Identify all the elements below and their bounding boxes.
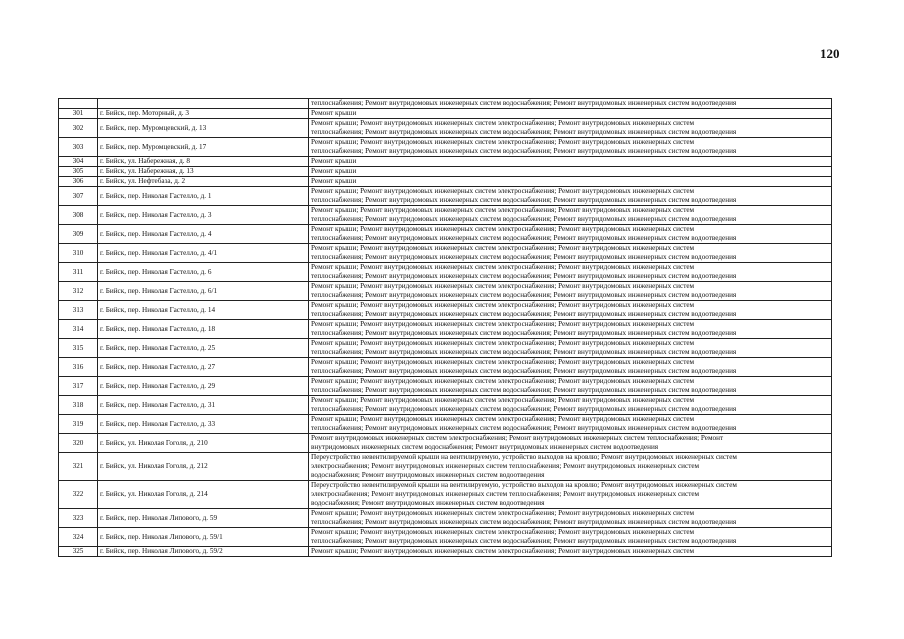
table-row	[59, 138, 832, 157]
row-work	[309, 225, 832, 244]
row-work	[309, 434, 832, 453]
table-row	[59, 377, 832, 396]
work-line: Ремонт крыши; Ремонт внутридомовых инженерных систем электроснабжения; Ремонт внутридомовых инженерных систем	[311, 187, 695, 195]
work-line: теплоснабжения; Ремонт внутридомовых инженерных систем водоснабжения; Ремонт внутридомовых инженерных систем водоотведения	[311, 291, 737, 299]
table-row	[59, 157, 832, 167]
row-address: г. Бийск, пер. Николая Гастелло, д. 25	[98, 339, 309, 358]
row-address: г. Бийск, пер. Николая Гастелло, д. 3	[98, 206, 309, 225]
row-work	[309, 206, 832, 225]
work-line: водоснабжения; Ремонт внутридомовых инженерных систем водоотведения	[311, 471, 545, 479]
works-table	[58, 98, 824, 557]
table-row	[59, 119, 832, 138]
row-address: г. Бийск, пер. Николая Липового, д. 59	[98, 509, 309, 528]
row-address: г. Бийск, пер. Николая Гастелло, д. 31	[98, 396, 309, 415]
row-work	[309, 415, 832, 434]
work-line: Ремонт крыши; Ремонт внутридомовых инженерных систем электроснабжения; Ремонт внутридомовых инженерных систем	[311, 119, 695, 127]
row-work	[309, 109, 832, 119]
work-line: Ремонт крыши; Ремонт внутридомовых инженерных систем электроснабжения; Ремонт внутридомовых инженерных систем	[311, 509, 695, 517]
work-line: Ремонт крыши	[311, 177, 357, 185]
row-number: 311	[59, 263, 98, 282]
work-line: теплоснабжения; Ремонт внутридомовых инженерных систем водоснабжения; Ремонт внутридомовых инженерных систем водоотведения	[311, 215, 737, 223]
table-row	[59, 547, 832, 557]
row-work	[309, 282, 832, 301]
work-line: Ремонт крыши; Ремонт внутридомовых инженерных систем электроснабжения; Ремонт внутридомовых инженерных систем	[311, 282, 695, 290]
table-body	[59, 99, 832, 557]
table-row	[59, 187, 832, 206]
row-work	[309, 377, 832, 396]
row-work	[309, 320, 832, 339]
row-number: 318	[59, 396, 98, 415]
work-line: теплоснабжения; Ремонт внутридомовых инженерных систем водоснабжения; Ремонт внутридомовых инженерных систем водоотведения	[311, 329, 737, 337]
page-number: 120	[820, 46, 840, 61]
row-address: г. Бийск, пер. Николая Гастелло, д. 29	[98, 377, 309, 396]
row-work	[309, 177, 832, 187]
row-address: г. Бийск, пер. Николая Липового, д. 59/1	[98, 528, 309, 547]
row-work	[309, 481, 832, 509]
work-line: Ремонт крыши; Ремонт внутридомовых инженерных систем электроснабжения; Ремонт внутридомовых инженерных систем	[311, 225, 695, 233]
work-line: электроснабжения; Ремонт внутридомовых инженерных систем теплоснабжения; Ремонт внутридомовых инженерных систем	[311, 490, 700, 498]
row-number: 316	[59, 358, 98, 377]
table-row	[59, 509, 832, 528]
work-line: теплоснабжения; Ремонт внутридомовых инженерных систем водоснабжения; Ремонт внутридомовых инженерных систем водоотведения	[311, 234, 737, 242]
row-number: 313	[59, 301, 98, 320]
row-work	[309, 358, 832, 377]
row-number: 321	[59, 453, 98, 481]
work-line: теплоснабжения; Ремонт внутридомовых инженерных систем водоснабжения; Ремонт внутридомовых инженерных систем водоотведения	[311, 128, 737, 136]
row-address: г. Бийск, пер. Муромцевский, д. 17	[98, 138, 309, 157]
row-number: 307	[59, 187, 98, 206]
work-line: теплоснабжения; Ремонт внутридомовых инженерных систем водоснабжения; Ремонт внутридомовых инженерных систем водоотведения	[311, 272, 737, 280]
work-line: Ремонт крыши; Ремонт внутридомовых инженерных систем электроснабжения; Ремонт внутридомовых инженерных систем	[311, 301, 695, 309]
table-row	[59, 415, 832, 434]
row-number: 304	[59, 157, 98, 167]
row-number: 315	[59, 339, 98, 358]
row-number: 302	[59, 119, 98, 138]
row-work	[309, 157, 832, 167]
table-row	[59, 339, 832, 358]
work-line: теплоснабжения; Ремонт внутридомовых инженерных систем водоснабжения; Ремонт внутридомовых инженерных систем водоотведения	[311, 367, 737, 375]
row-number-cell	[59, 99, 98, 109]
work-line: теплоснабжения; Ремонт внутридомовых инженерных систем водоснабжения; Ремонт внутридомовых инженерных систем водоотведения	[311, 405, 737, 413]
work-line: Ремонт крыши; Ремонт внутридомовых инженерных систем электроснабжения; Ремонт внутридомовых инженерных систем	[311, 138, 695, 146]
table-row	[59, 225, 832, 244]
table-row	[59, 177, 832, 187]
row-address: г. Бийск, ул. Николая Гоголя, д. 210	[98, 434, 309, 453]
row-address-cell	[98, 99, 309, 109]
work-line: Ремонт крыши; Ремонт внутридомовых инженерных систем электроснабжения; Ремонт внутридомовых инженерных систем	[311, 206, 695, 214]
work-line: водоснабжения; Ремонт внутридомовых инженерных систем водоотведения	[311, 499, 545, 507]
work-line: теплоснабжения; Ремонт внутридомовых инженерных систем водоснабжения; Ремонт внутридомовых инженерных систем водоотведения	[311, 537, 737, 545]
work-line: Ремонт крыши; Ремонт внутридомовых инженерных систем электроснабжения; Ремонт внутридомовых инженерных систем	[311, 528, 695, 536]
row-work	[309, 244, 832, 263]
table-row	[59, 206, 832, 225]
row-number: 322	[59, 481, 98, 509]
table-row	[59, 109, 832, 119]
row-work	[309, 453, 832, 481]
row-address: г. Бийск, ул. Набережная, д. 13	[98, 167, 309, 177]
row-number: 301	[59, 109, 98, 119]
work-line: теплоснабжения; Ремонт внутридомовых инженерных систем водоснабжения; Ремонт внутридомовых инженерных систем водоотведения	[311, 386, 737, 394]
work-line: электроснабжения; Ремонт внутридомовых инженерных систем теплоснабжения; Ремонт внутридомовых инженерных систем	[311, 462, 700, 470]
row-address: г. Бийск, ул. Нефтебаза, д. 2	[98, 177, 309, 187]
work-line: внутридомовых инженерных систем водоснабжения; Ремонт внутридомовых инженерных систем водоотведения	[311, 443, 659, 451]
row-number: 325	[59, 547, 98, 557]
row-work	[309, 167, 832, 177]
row-address: г. Бийск, пер. Николая Гастелло, д. 18	[98, 320, 309, 339]
work-line: теплоснабжения; Ремонт внутридомовых инженерных систем водоснабжения; Ремонт внутридомовых инженерных систем водоотведения	[311, 310, 737, 318]
work-line: Ремонт крыши; Ремонт внутридомовых инженерных систем электроснабжения; Ремонт внутридомовых инженерных систем	[311, 339, 695, 347]
work-line: Ремонт крыши; Ремонт внутридомовых инженерных систем электроснабжения; Ремонт внутридомовых инженерных систем	[311, 415, 695, 423]
row-work	[309, 301, 832, 320]
work-line: теплоснабжения; Ремонт внутридомовых инженерных систем водоснабжения; Ремонт внутридомовых инженерных систем водоотведения	[311, 348, 737, 356]
row-number: 309	[59, 225, 98, 244]
row-number: 303	[59, 138, 98, 157]
row-number: 324	[59, 528, 98, 547]
row-address: г. Бийск, пер. Моторный, д. 3	[98, 109, 309, 119]
row-address: г. Бийск, пер. Николая Липового, д. 59/2	[98, 547, 309, 557]
row-address: г. Бийск, пер. Николая Гастелло, д. 27	[98, 358, 309, 377]
work-line: Ремонт крыши; Ремонт внутридомовых инженерных систем электроснабжения; Ремонт внутридомовых инженерных систем	[311, 320, 695, 328]
row-number: 310	[59, 244, 98, 263]
row-number: 320	[59, 434, 98, 453]
row-number: 317	[59, 377, 98, 396]
row-address: г. Бийск, пер. Николая Гастелло, д. 33	[98, 415, 309, 434]
table-row	[59, 167, 832, 177]
row-number: 308	[59, 206, 98, 225]
row-address: г. Бийск, пер. Николая Гастелло, д. 6	[98, 263, 309, 282]
table-row	[59, 481, 832, 509]
row-work	[309, 119, 832, 138]
table-row	[59, 396, 832, 415]
row-address: г. Бийск, пер. Николая Гастелло, д. 6/1	[98, 282, 309, 301]
work-line: теплоснабжения; Ремонт внутридомовых инженерных систем водоснабжения; Ремонт внутридомовых инженерных систем водоотведения	[311, 253, 737, 261]
row-work	[309, 263, 832, 282]
table-row	[59, 434, 832, 453]
table-row	[59, 244, 832, 263]
row-work	[309, 396, 832, 415]
work-line: теплоснабжения; Ремонт внутридомовых инженерных систем водоснабжения; Ремонт внутридомовых инженерных систем водоотведения	[311, 196, 737, 204]
work-line: Ремонт крыши; Ремонт внутридомовых инженерных систем электроснабжения; Ремонт внутридомовых инженерных систем	[311, 377, 695, 385]
row-address: г. Бийск, пер. Николая Гастелло, д. 4/1	[98, 244, 309, 263]
work-line: теплоснабжения; Ремонт внутридомовых инженерных систем водоснабжения; Ремонт внутридомовых инженерных систем водоотведения	[311, 147, 737, 155]
table-row	[59, 453, 832, 481]
work-line: Ремонт крыши	[311, 157, 357, 165]
row-address: г. Бийск, пер. Николая Гастелло, д. 1	[98, 187, 309, 206]
table-row	[59, 282, 832, 301]
work-line: Ремонт крыши	[311, 109, 357, 117]
work-line: Переустройство невентилируемой крыши на вентилируемую, устройство выходов на кровлю; Ремонт внутридомовых инженерных систем	[311, 453, 737, 461]
row-work	[309, 187, 832, 206]
row-number: 306	[59, 177, 98, 187]
row-address: г. Бийск, ул. Николая Гоголя, д. 214	[98, 481, 309, 509]
work-line: Ремонт крыши	[311, 167, 357, 175]
row-number: 312	[59, 282, 98, 301]
table-row-continuation	[59, 99, 832, 109]
row-number: 314	[59, 320, 98, 339]
table-row	[59, 263, 832, 282]
row-number: 323	[59, 509, 98, 528]
row-work-cell: теплоснабжения; Ремонт внутридомовых инженерных систем водоснабжения; Ремонт внутридомовых инженерных систем водоотведения	[309, 99, 832, 109]
row-work	[309, 528, 832, 547]
table-row	[59, 320, 832, 339]
row-address: г. Бийск, пер. Николая Гастелло, д. 4	[98, 225, 309, 244]
table-row	[59, 301, 832, 320]
work-line: теплоснабжения; Ремонт внутридомовых инженерных систем водоснабжения; Ремонт внутридомовых инженерных систем водоотведения	[311, 518, 737, 526]
row-work	[309, 547, 832, 557]
row-number: 319	[59, 415, 98, 434]
table-row	[59, 528, 832, 547]
row-address: г. Бийск, пер. Николая Гастелло, д. 14	[98, 301, 309, 320]
work-line: Ремонт крыши; Ремонт внутридомовых инженерных систем электроснабжения; Ремонт внутридомовых инженерных систем	[311, 244, 695, 252]
work-line: Ремонт крыши; Ремонт внутридомовых инженерных систем электроснабжения; Ремонт внутридомовых инженерных систем	[311, 263, 695, 271]
work-line: Ремонт внутридомовых инженерных систем электроснабжения; Ремонт внутридомовых инженерных систем теплоснабжения; Ремонт	[311, 434, 724, 442]
work-line: теплоснабжения; Ремонт внутридомовых инженерных систем водоснабжения; Ремонт внутридомовых инженерных систем водоотведения	[311, 424, 737, 432]
row-address: г. Бийск, ул. Николая Гоголя, д. 212	[98, 453, 309, 481]
work-line: Переустройство невентилируемой крыши на вентилируемую, устройство выходов на кровлю; Ремонт внутридомовых инженерных систем	[311, 481, 737, 489]
work-line: Ремонт крыши; Ремонт внутридомовых инженерных систем электроснабжения; Ремонт внутридомовых инженерных систем	[311, 547, 695, 555]
row-address: г. Бийск, ул. Набережная, д. 8	[98, 157, 309, 167]
row-number: 305	[59, 167, 98, 177]
table-row	[59, 358, 832, 377]
work-line: Ремонт крыши; Ремонт внутридомовых инженерных систем электроснабжения; Ремонт внутридомовых инженерных систем	[311, 396, 695, 404]
work-line: Ремонт крыши; Ремонт внутридомовых инженерных систем электроснабжения; Ремонт внутридомовых инженерных систем	[311, 358, 695, 366]
row-work	[309, 138, 832, 157]
row-work	[309, 339, 832, 358]
row-work	[309, 509, 832, 528]
row-address: г. Бийск, пер. Муромцевский, д. 13	[98, 119, 309, 138]
